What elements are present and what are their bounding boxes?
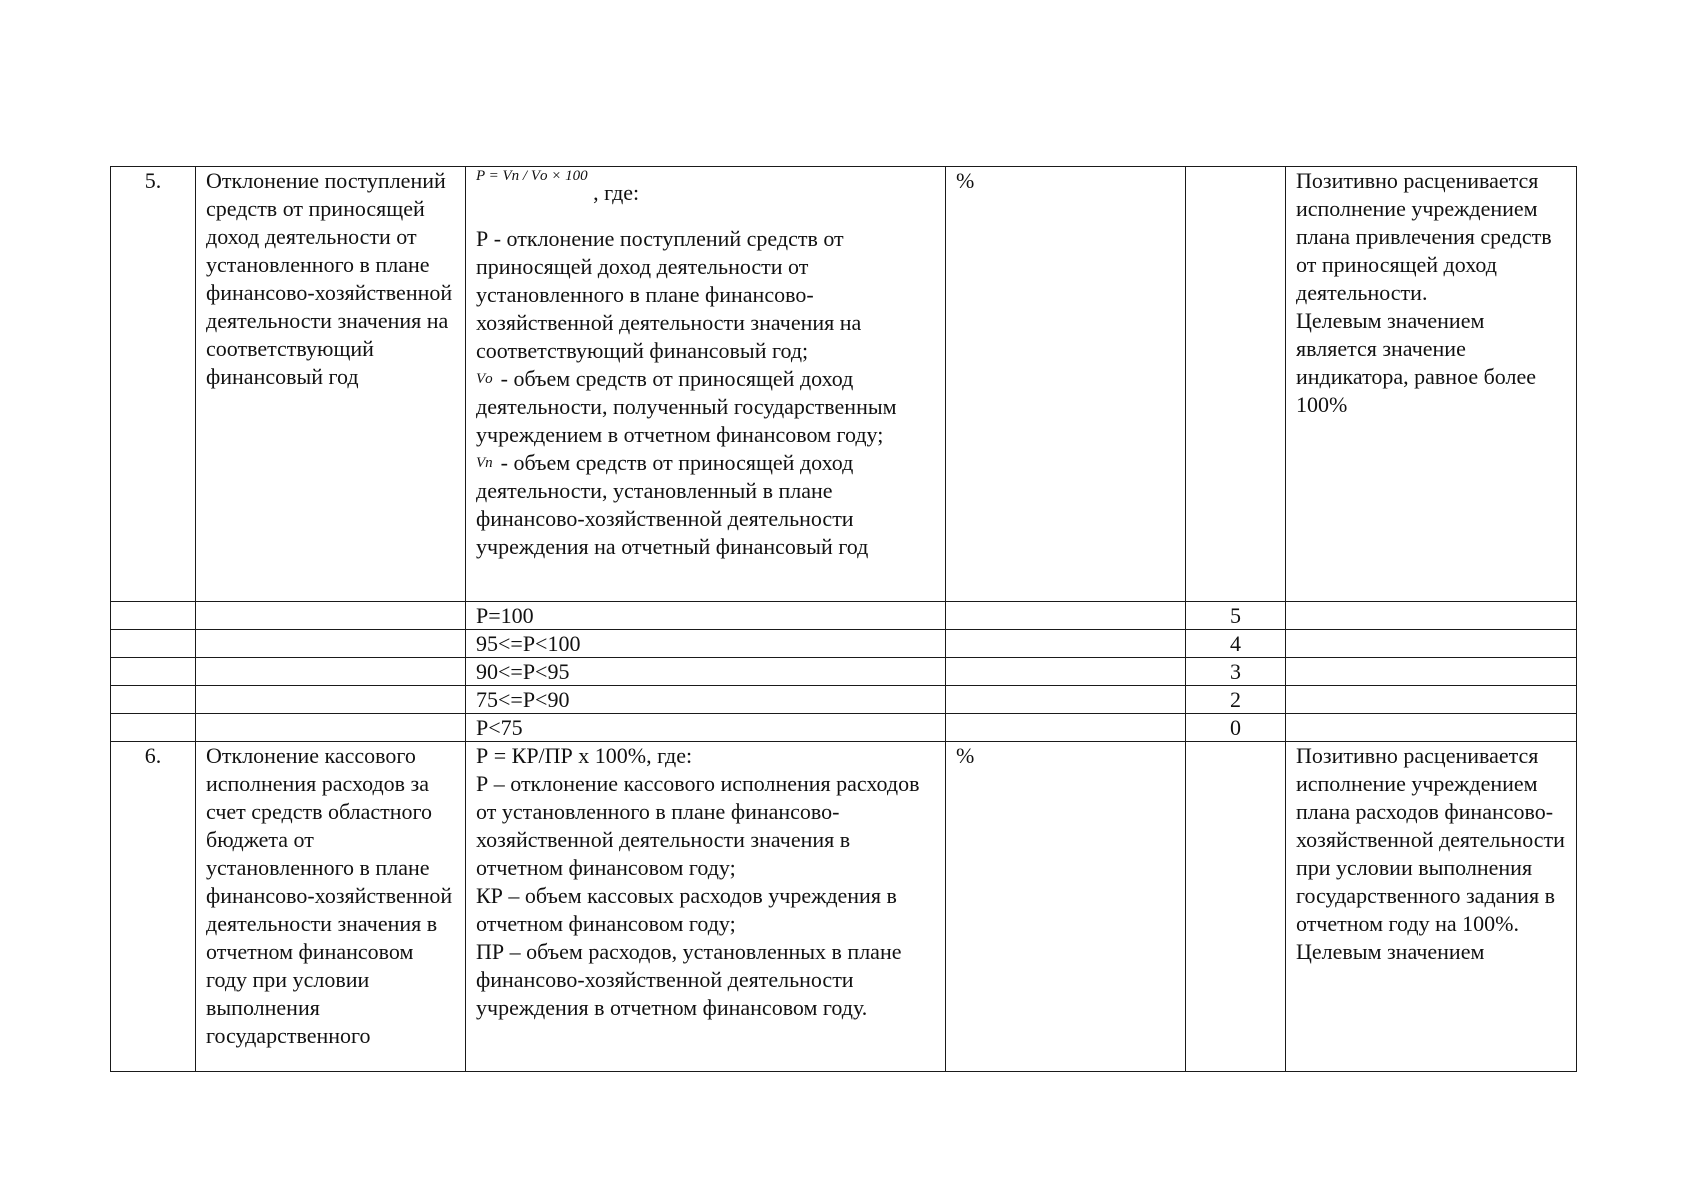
score-value: 5 [1186, 602, 1286, 630]
score-row [111, 658, 1577, 686]
formula: P = Vп / Vо × 100 [476, 168, 588, 184]
unit: % [946, 167, 1186, 602]
score-value: 2 [1186, 686, 1286, 714]
formula-suffix: , где: [593, 180, 640, 205]
note: Позитивно расценивается исполнение учреждением плана привлечения средств от приносящей доход деятельности. Целевым значением является значение индикатора, равное более 100% [1286, 167, 1577, 602]
vo-description: - объем средств от приносящей доход деятельности, полученный государственным учреждением в отчетном финансовом году; [476, 366, 897, 447]
formula-description: Р = КР/ПР х 100%, где: Р – отклонение кассового исполнения расходов от установленного в плане финансово-хозяйственной деятельности значения в отчетном финансовом году; КР – объем кассовых расходов учреждения в отчетном финансовом году; ПР – объем расходов, установленных в плане финансово-хозяйственной деятельности учреждения в отчетном финансовом году. [466, 742, 946, 1072]
note: Позитивно расценивается исполнение учреждением плана расходов финансово-хозяйственной деятельности при условии выполнения государственного задания в отчетном году на 100%. Целевым значением [1286, 742, 1577, 1072]
vn-description: - объем средств от приносящей доход деятельности, установленный в плане финансово-хозяйственной деятельности учреждения на отчетный финансовый год [476, 450, 869, 559]
score-value: 3 [1186, 658, 1286, 686]
p-description: Р - отклонение поступлений средств от приносящей доход деятельности от установленного в плане финансово-хозяйственной деятельности значения на соответствующий финансовый год; [476, 226, 862, 363]
vn-line [476, 449, 935, 561]
formula-cell [466, 167, 946, 602]
score-value: 0 [1186, 714, 1286, 742]
score-cell-empty [1186, 742, 1286, 1072]
score-row [111, 602, 1577, 630]
score-row [111, 686, 1577, 714]
score-condition: Р<75 [466, 714, 946, 742]
indicator-name: Отклонение поступлений средств от приносящей доход деятельности от установленного в плане финансово-хозяйственной деятельности значения на соответствующий финансовый год [196, 167, 466, 602]
score-value: 4 [1186, 630, 1286, 658]
score-condition: 95<=Р<100 [466, 630, 946, 658]
indicator-name: Отклонение кассового исполнения расходов за счет средств областного бюджета от установленного в плане финансово-хозяйственной деятельности значения в отчетном финансовом году при условии выполнения государственного [196, 742, 466, 1072]
indicator-row-5 [111, 167, 1577, 602]
unit: % [946, 742, 1186, 1072]
row-number: 5. [111, 167, 196, 602]
score-row [111, 630, 1577, 658]
vo-symbol: Vо [476, 371, 493, 387]
vn-symbol: Vп [476, 455, 493, 471]
indicator-row-6 [111, 742, 1577, 1072]
vo-line [476, 365, 935, 449]
score-cell-empty [1186, 167, 1286, 602]
score-condition: Р=100 [466, 602, 946, 630]
row-number: 6. [111, 742, 196, 1072]
score-row [111, 714, 1577, 742]
score-condition: 75<=Р<90 [466, 686, 946, 714]
indicator-table [110, 166, 1577, 1072]
score-condition: 90<=Р<95 [466, 658, 946, 686]
